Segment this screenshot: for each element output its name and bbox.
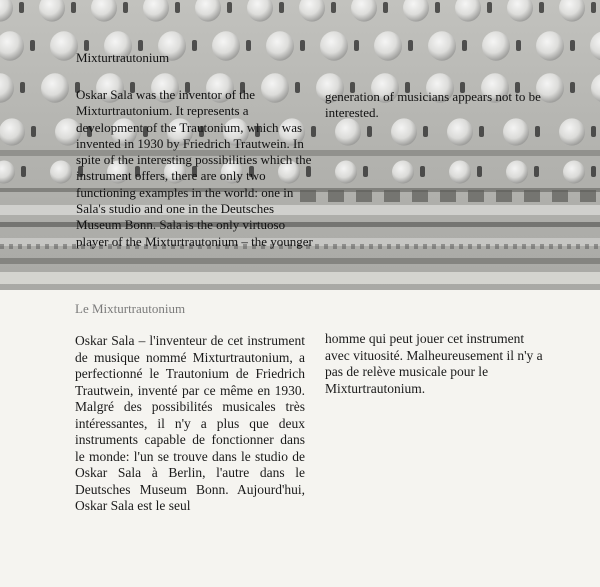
panel-rail: [0, 258, 600, 264]
panel-jack: [435, 2, 440, 13]
panel-jack: [354, 40, 359, 51]
panel-tick: [333, 244, 337, 249]
panel-tick: [585, 244, 589, 249]
english-section-title: Mixturtrautonium: [76, 50, 170, 65]
panel-tick: [369, 244, 373, 249]
panel-tick: [378, 244, 382, 249]
panel-tick: [0, 244, 4, 249]
panel-jack: [367, 126, 372, 137]
panel-jack: [423, 126, 428, 137]
panel-tick: [351, 244, 355, 249]
panel-tick: [468, 244, 472, 249]
panel-tick: [450, 244, 454, 249]
panel-knob: [559, 118, 585, 145]
panel-knob: [320, 31, 348, 60]
panel-jack: [535, 126, 540, 137]
panel-tick: [387, 244, 391, 249]
panel-jack: [516, 40, 521, 51]
panel-tick: [522, 244, 526, 249]
panel-tick: [495, 244, 499, 249]
panel-jack: [591, 166, 596, 177]
french-paragraph-column-2: homme qui peut jouer cet instrument avec vituosité. Malheureusement il n'y a pas de relève musicale pour le Mixturtrautonium.: [325, 331, 543, 396]
panel-knob: [391, 118, 417, 145]
panel-knob: [212, 31, 240, 60]
panel-block: [328, 190, 344, 202]
panel-knob: [506, 160, 528, 183]
panel-tick: [459, 244, 463, 249]
panel-jack: [279, 2, 284, 13]
panel-block: [412, 190, 428, 202]
panel-tick: [576, 244, 580, 249]
panel-jack: [487, 2, 492, 13]
panel-jack: [591, 126, 596, 137]
panel-tick: [432, 244, 436, 249]
panel-block: [468, 190, 484, 202]
panel-knob: [335, 160, 357, 183]
panel-jack: [420, 166, 425, 177]
panel-block: [440, 190, 456, 202]
panel-knob: [449, 160, 471, 183]
panel-tick: [441, 244, 445, 249]
panel-tick: [549, 244, 553, 249]
panel-block: [552, 190, 568, 202]
panel-knob: [563, 160, 585, 183]
panel-jack: [31, 126, 36, 137]
french-paragraph-column-1: Oskar Sala – l'inventeur de cet instrument de musique nommé Mixturtrautonium, a perfectionné le Trautonium de Friedrich Trautwein, inventé par ce même en 1930. Malgré des possibilités musicales très intéressantes, il n'y a plus que deux instruments capable de fonctionner dans le monde: l'un se trouve dans le studio de Oskar Sala à Berlin, l'autre dans le Deutsches Museum Bonn. Aujourd'hui, Oskar Sala est le seul: [75, 333, 305, 513]
panel-jack: [331, 2, 336, 13]
panel-knob: [482, 31, 510, 60]
panel-tick: [9, 244, 13, 249]
panel-block: [524, 190, 540, 202]
panel-jack: [408, 40, 413, 51]
panel-jack: [21, 166, 26, 177]
panel-tick: [396, 244, 400, 249]
panel-jack: [246, 40, 251, 51]
panel-tick: [414, 244, 418, 249]
french-section-title: Le Mixturtrautonium: [75, 301, 186, 316]
panel-tick: [540, 244, 544, 249]
panel-rail: [0, 272, 600, 284]
panel-tick: [405, 244, 409, 249]
panel-jack: [383, 2, 388, 13]
panel-knob: [392, 160, 414, 183]
panel-tick: [567, 244, 571, 249]
panel-jack: [363, 166, 368, 177]
panel-tick: [531, 244, 535, 249]
panel-knob: [0, 118, 25, 145]
panel-tick: [477, 244, 481, 249]
panel-jack: [30, 40, 35, 51]
panel-jack: [71, 2, 76, 13]
panel-tick: [36, 244, 40, 249]
panel-tick: [486, 244, 490, 249]
panel-tick: [45, 244, 49, 249]
panel-jack: [534, 166, 539, 177]
panel-knob: [447, 118, 473, 145]
panel-knob: [50, 31, 78, 60]
panel-tick: [513, 244, 517, 249]
panel-knob: [503, 118, 529, 145]
panel-tick: [594, 244, 598, 249]
panel-tick: [423, 244, 427, 249]
panel-block: [580, 190, 596, 202]
panel-jack: [477, 166, 482, 177]
panel-knob: [50, 160, 72, 183]
panel-tick: [54, 244, 58, 249]
panel-jack: [175, 2, 180, 13]
panel-knob: [428, 31, 456, 60]
panel-tick: [18, 244, 22, 249]
panel-jack: [462, 40, 467, 51]
panel-block: [384, 190, 400, 202]
panel-jack: [539, 2, 544, 13]
panel-jack: [20, 82, 25, 93]
panel-tick: [504, 244, 508, 249]
panel-tick: [342, 244, 346, 249]
panel-knob: [335, 118, 361, 145]
panel-jack: [227, 2, 232, 13]
panel-jack: [591, 2, 596, 13]
panel-jack: [300, 40, 305, 51]
panel-jack: [192, 40, 197, 51]
panel-knob: [266, 31, 294, 60]
panel-block: [496, 190, 512, 202]
panel-knob: [41, 73, 69, 102]
panel-jack: [570, 40, 575, 51]
panel-tick: [63, 244, 67, 249]
english-paragraph-column-2: generation of musicians appears not to be interested.: [325, 89, 541, 121]
english-paragraph-column-1: Oskar Sala was the inventor of the Mixturtrautonium. It represents a development of the Trautonium, which was invented in 1930 by Friedrich Trautwein. In spite of the interesting possibilities which the instrument offers, there are only two functioning examples in the world: one in Sala's studio and one in the Deutsches Museum Bonn. Sala is the only virtuoso player of the Mixturtrautonium – the younger: [76, 87, 313, 249]
panel-jack: [570, 82, 575, 93]
panel-tick: [360, 244, 364, 249]
panel-jack: [19, 2, 24, 13]
panel-tick: [27, 244, 31, 249]
panel-jack: [123, 2, 128, 13]
panel-tick: [558, 244, 562, 249]
panel-jack: [479, 126, 484, 137]
panel-tick: [324, 244, 328, 249]
panel-knob: [536, 31, 564, 60]
panel-knob: [374, 31, 402, 60]
panel-block: [356, 190, 372, 202]
